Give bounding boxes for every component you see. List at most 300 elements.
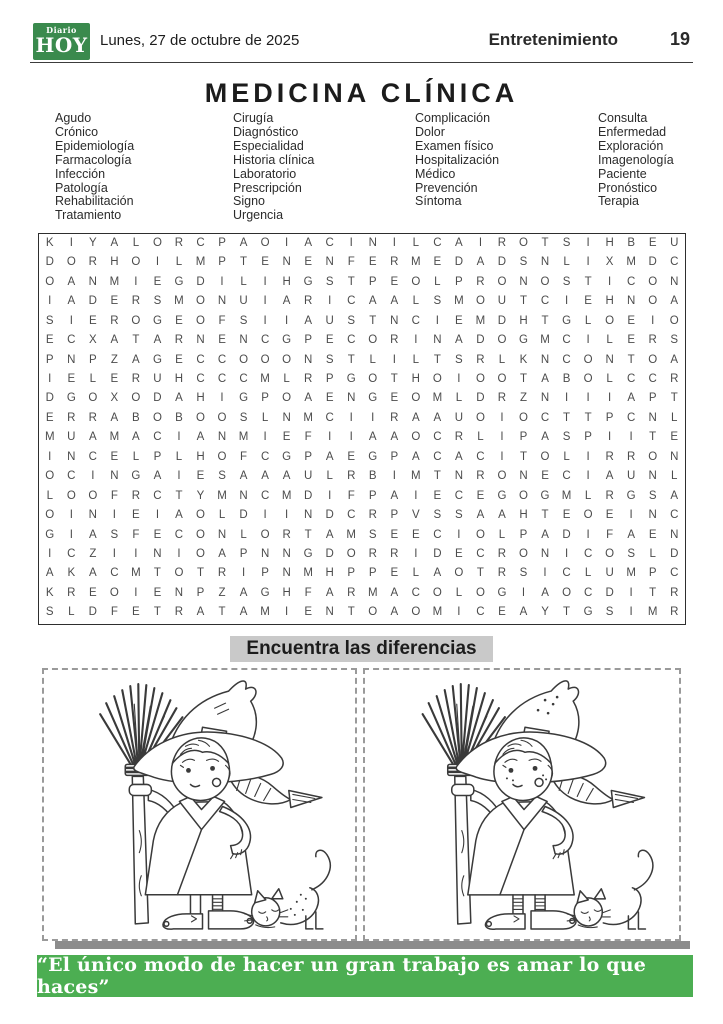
grid-letter: T — [541, 236, 549, 249]
word-item: Pronóstico — [598, 180, 658, 195]
grid-letter: O — [475, 411, 485, 424]
grid-letter: T — [670, 392, 678, 405]
grid-letter: E — [627, 314, 635, 327]
word-item: Examen físico — [415, 138, 494, 153]
grid-letter: L — [584, 489, 592, 502]
grid-letter: O — [131, 256, 141, 269]
grid-letter: C — [196, 236, 205, 249]
grid-letter: I — [112, 509, 116, 522]
grid-letter: O — [583, 509, 593, 522]
grid-letter: C — [648, 373, 657, 386]
grid-letter: U — [454, 411, 464, 424]
grid-letter: O — [475, 528, 485, 541]
grid-letter: P — [648, 392, 657, 405]
quote-banner — [37, 955, 693, 997]
grid-letter: L — [261, 411, 269, 424]
word-item: Médico — [415, 166, 456, 181]
grid-letter: G — [626, 489, 636, 502]
grid-letter: E — [325, 334, 334, 347]
grid-letter: D — [45, 392, 54, 405]
grid-letter: N — [282, 567, 291, 580]
grid-letter: R — [670, 586, 679, 599]
grid-letter: E — [347, 450, 356, 463]
grid-letter: E — [132, 509, 140, 522]
grid-letter: D — [325, 547, 334, 560]
grid-letter: O — [45, 470, 55, 483]
grid-letter: C — [260, 450, 270, 463]
grid-letter: Z — [519, 392, 527, 405]
grid-letter: T — [541, 314, 549, 327]
grid-letter: R — [347, 470, 356, 483]
grid-letter: O — [66, 256, 76, 269]
grid-letter: G — [131, 470, 141, 483]
grid-letter: P — [347, 567, 356, 580]
grid-letter: M — [411, 256, 421, 269]
word-item: Tratamiento — [55, 208, 122, 223]
grid-letter: M — [131, 567, 141, 580]
grid-letter: S — [605, 606, 614, 619]
logo-top-text: Diario — [46, 25, 77, 35]
grid-letter: A — [455, 450, 463, 463]
grid-letter: A — [390, 295, 399, 308]
grid-letter: L — [175, 450, 183, 463]
grid-letter: C — [476, 547, 485, 560]
grid-letter: S — [45, 606, 54, 619]
grid-letter: I — [285, 606, 289, 619]
grid-letter: F — [110, 489, 118, 502]
grid-letter: E — [648, 236, 657, 249]
grid-letter: Z — [218, 586, 226, 599]
grid-letter: N — [648, 509, 657, 522]
grid-letter: D — [497, 314, 507, 327]
grid-letter: S — [368, 528, 377, 541]
grid-letter: M — [195, 256, 206, 269]
grid-letter: R — [217, 567, 227, 580]
grid-letter: C — [239, 373, 248, 386]
word-item: Signo — [233, 194, 265, 209]
grid-letter: M — [432, 606, 443, 619]
grid-letter: A — [411, 411, 420, 424]
grid-letter: E — [153, 586, 162, 599]
grid-letter: A — [110, 411, 119, 424]
grid-letter: O — [605, 314, 615, 327]
grid-letter: I — [500, 431, 504, 444]
grid-letter: D — [670, 547, 679, 560]
grid-letter: C — [174, 528, 184, 541]
grid-letter: N — [670, 275, 679, 288]
grid-letter: T — [153, 567, 161, 580]
word-item: Urgencia — [233, 208, 284, 223]
grid-letter: A — [476, 509, 485, 522]
grid-letter: N — [648, 470, 657, 483]
grid-letter: I — [586, 256, 590, 269]
grid-letter: M — [109, 275, 120, 288]
grid-letter: D — [88, 295, 97, 308]
grid-letter: O — [196, 314, 205, 327]
grid-letter: O — [196, 528, 205, 541]
grid-letter: I — [651, 314, 655, 327]
grid-letter: A — [390, 586, 399, 599]
grid-letter: A — [261, 470, 269, 483]
grid-letter: P — [455, 275, 463, 288]
grid-letter: Z — [89, 547, 97, 560]
grid-letter: N — [433, 334, 442, 347]
grid-letter: U — [497, 295, 507, 308]
grid-letter: I — [285, 314, 289, 327]
cat-ear-left — [577, 891, 588, 903]
grid-letter: O — [648, 275, 658, 288]
grid-letter: P — [325, 373, 334, 386]
grid-letter: R — [497, 236, 507, 249]
grid-letter: B — [368, 470, 377, 483]
grid-letter: M — [109, 431, 120, 444]
grid-letter: D — [45, 256, 54, 269]
grid-letter: R — [131, 373, 141, 386]
grid-letter: L — [455, 392, 463, 405]
grid-letter: R — [67, 586, 76, 599]
grid-letter: H — [110, 256, 119, 269]
bottom-divider-bar — [55, 941, 690, 949]
grid-letter: H — [519, 509, 528, 522]
grid-letter: N — [304, 509, 313, 522]
grid-letter: A — [368, 295, 377, 308]
grid-letter: E — [648, 528, 657, 541]
grid-letter: F — [347, 489, 355, 502]
grid-letter: A — [175, 392, 183, 405]
grid-letter: M — [647, 606, 658, 619]
grid-letter: C — [67, 470, 76, 483]
grid-letter: A — [304, 236, 312, 249]
grid-letter: O — [260, 353, 270, 366]
word-item: Terapia — [598, 194, 639, 209]
grid-letter: C — [670, 567, 679, 580]
grid-letter: P — [368, 275, 377, 288]
grid-letter: A — [498, 509, 506, 522]
grid-letter: H — [196, 450, 205, 463]
grid-letter: L — [412, 353, 420, 366]
grid-letter: I — [629, 586, 633, 599]
grid-letter: U — [670, 236, 679, 249]
grid-letter: C — [110, 567, 119, 580]
grid-letter: I — [414, 489, 418, 502]
word-list — [30, 112, 693, 223]
word-item: Enfermedad — [598, 124, 667, 139]
witch-eye-left — [186, 768, 191, 773]
grid-letter: F — [132, 528, 140, 541]
grid-letter: T — [563, 411, 571, 424]
grid-letter: N — [325, 606, 334, 619]
grid-letter: O — [109, 586, 119, 599]
grid-letter: I — [586, 392, 590, 405]
grid-letter: S — [455, 353, 463, 366]
grid-letter: I — [586, 236, 590, 249]
grid-letter: T — [476, 567, 484, 580]
grid-letter: K — [67, 567, 76, 580]
grid-letter: P — [88, 353, 97, 366]
grid-letter: O — [583, 373, 593, 386]
grid-letter: O — [152, 411, 162, 424]
grid-letter: L — [434, 275, 441, 288]
grid-letter: C — [476, 450, 485, 463]
grid-letter: S — [562, 236, 571, 249]
grid-letter: U — [304, 470, 313, 483]
grid-letter: L — [89, 373, 97, 386]
grid-letter: I — [263, 295, 267, 308]
grid-letter: X — [605, 256, 614, 269]
grid-letter: R — [605, 450, 614, 463]
grid-letter: P — [304, 334, 312, 347]
word-item: Prescripción — [233, 180, 302, 195]
grid-letter: U — [325, 314, 334, 327]
grid-letter: C — [347, 509, 356, 522]
grid-letter: N — [217, 431, 227, 444]
grid-letter: N — [627, 295, 636, 308]
grid-letter: P — [390, 450, 399, 463]
grid-letter: N — [368, 236, 377, 249]
grid-letter: S — [110, 528, 119, 541]
grid-letter: T — [519, 450, 527, 463]
word-item: Patología — [55, 180, 108, 195]
grid-letter: A — [541, 431, 549, 444]
cat-tail — [312, 850, 330, 889]
grid-letter: K — [45, 586, 54, 599]
grid-letter: C — [196, 353, 205, 366]
grid-letter: I — [564, 547, 569, 560]
grid-letter: R — [476, 353, 485, 366]
witch-hand-left — [129, 784, 151, 795]
grid-letter: O — [217, 450, 227, 463]
grid-letter: O — [196, 547, 205, 560]
grid-letter: O — [454, 567, 464, 580]
grid-letter: C — [411, 314, 420, 327]
grid-letter: N — [174, 586, 184, 599]
grid-letter: I — [629, 431, 633, 444]
grid-letter: T — [153, 606, 161, 619]
grid-letter: L — [283, 373, 290, 386]
grid-letter: T — [196, 567, 204, 580]
grid-letter: C — [67, 547, 76, 560]
grid-letter: O — [497, 275, 507, 288]
witch-eye-right — [533, 766, 538, 771]
grid-letter: R — [476, 275, 485, 288]
grid-letter: O — [475, 373, 485, 386]
grid-letter: I — [48, 295, 52, 308]
grid-letter: M — [281, 489, 292, 502]
grid-letter: M — [454, 295, 464, 308]
grid-letter: I — [241, 567, 246, 580]
grid-letter: O — [282, 392, 292, 405]
grid-letter: O — [411, 606, 421, 619]
grid-letter: M — [540, 334, 550, 347]
grid-letter: G — [368, 392, 378, 405]
grid-letter: I — [371, 411, 375, 424]
grid-letter: O — [519, 236, 528, 249]
grid-letter: E — [153, 275, 162, 288]
grid-letter: G — [282, 334, 292, 347]
grid-letter: R — [304, 295, 313, 308]
grid-letter: E — [390, 567, 399, 580]
grid-letter: I — [134, 586, 138, 599]
grid-letter: C — [88, 450, 97, 463]
grid-letter: A — [433, 567, 442, 580]
grid-letter: M — [432, 392, 443, 405]
grid-letter: L — [240, 528, 247, 541]
grid-letter: O — [131, 314, 141, 327]
grid-letter: E — [368, 256, 377, 269]
grid-letter: M — [303, 567, 313, 580]
grid-letter: N — [260, 547, 270, 560]
grid-letter: N — [196, 334, 205, 347]
grid-letter: F — [110, 606, 118, 619]
grid-letter: I — [629, 606, 633, 619]
grid-letter: A — [218, 547, 226, 560]
grid-letter: I — [500, 411, 504, 424]
grid-letter: I — [177, 431, 181, 444]
grid-letter: S — [239, 411, 248, 424]
grid-letter: A — [282, 470, 291, 483]
grid-letter: C — [454, 489, 464, 502]
grid-letter: L — [68, 606, 75, 619]
grid-letter: I — [349, 236, 353, 249]
grid-letter: R — [670, 373, 679, 386]
cat-body — [603, 888, 641, 925]
grid-letter: U — [153, 373, 162, 386]
grid-letter: E — [390, 275, 399, 288]
grid-letter: E — [627, 334, 635, 347]
grid-letter: S — [347, 314, 356, 327]
grid-letter: A — [519, 606, 528, 619]
grid-letter: A — [605, 470, 614, 483]
grid-letter: F — [606, 528, 614, 541]
grid-letter: T — [433, 470, 441, 483]
grid-letter: R — [88, 411, 97, 424]
grid-letter: I — [220, 392, 224, 405]
differences-title: Encuentra las diferencias — [230, 636, 492, 662]
grid-letter: N — [217, 528, 227, 541]
grid-letter: Y — [541, 606, 549, 619]
grid-letter: M — [260, 606, 270, 619]
grid-letter: E — [110, 295, 119, 308]
grid-letter: L — [412, 236, 420, 249]
grid-letter: I — [478, 236, 483, 249]
grid-letter: R — [88, 256, 97, 269]
grid-letter: C — [347, 295, 356, 308]
grid-letter: C — [433, 450, 442, 463]
grid-letter: A — [390, 431, 399, 444]
grid-letter: L — [455, 586, 463, 599]
grid-letter: C — [433, 528, 442, 541]
grid-letter: M — [626, 567, 636, 580]
grid-letter: I — [629, 509, 633, 522]
grid-letter: A — [196, 431, 205, 444]
grid-letter: S — [433, 509, 442, 522]
grid-letter: T — [240, 256, 248, 269]
grid-letter: E — [390, 528, 399, 541]
grid-letter: I — [112, 547, 116, 560]
grid-letter: G — [239, 392, 249, 405]
grid-letter: V — [411, 509, 420, 522]
grid-letter: I — [134, 547, 138, 560]
grid-letter: R — [605, 489, 614, 502]
grid-letter: P — [584, 431, 592, 444]
word-item: Rehabilitación — [55, 194, 134, 209]
grid-letter: C — [562, 470, 571, 483]
grid-letter: E — [670, 431, 679, 444]
grid-letter: E — [110, 450, 119, 463]
grid-letter: R — [174, 606, 184, 619]
grid-letter: N — [605, 353, 614, 366]
word-item: Farmacología — [55, 152, 132, 167]
cat-ear-left — [255, 891, 266, 903]
grid-letter: D — [88, 606, 97, 619]
word-item: Exploración — [598, 138, 664, 153]
word-item: Historia clínica — [233, 152, 315, 167]
grid-letter: O — [497, 470, 507, 483]
grid-letter: C — [562, 567, 571, 580]
grid-letter: I — [48, 450, 52, 463]
grid-letter: N — [519, 275, 528, 288]
grid-letter: R — [627, 450, 636, 463]
grid-letter: O — [88, 489, 98, 502]
grid-letter: K — [519, 353, 528, 366]
grid-letter: O — [196, 509, 205, 522]
grid-letter: S — [325, 275, 334, 288]
grid-letter: O — [411, 392, 421, 405]
grid-letter: F — [304, 431, 312, 444]
grid-letter: C — [540, 411, 550, 424]
grid-letter: N — [282, 256, 291, 269]
grid-letter: S — [670, 334, 679, 347]
grid-letter: R — [454, 431, 464, 444]
braid-tassel — [289, 790, 322, 807]
grid-letter: A — [325, 528, 334, 541]
cat-ear-right — [594, 889, 605, 899]
grid-letter: A — [627, 392, 635, 405]
grid-letter: O — [497, 373, 507, 386]
grid-letter: Y — [196, 489, 205, 502]
grid-letter: N — [88, 275, 97, 288]
grid-letter: M — [626, 256, 636, 269]
grid-letter: I — [177, 547, 181, 560]
grid-letter: M — [260, 373, 270, 386]
grid-letter: A — [390, 489, 399, 502]
grid-letter: A — [476, 256, 485, 269]
puzzle-title: MEDICINA CLÍNICA — [204, 78, 519, 108]
grid-letter: M — [367, 586, 378, 599]
cat-body — [281, 888, 319, 925]
grid-letter: B — [175, 411, 183, 424]
cat-ear-right — [272, 889, 283, 899]
grid-letter: O — [45, 509, 55, 522]
grid-letter: I — [91, 470, 95, 483]
word-item: Hospitalización — [415, 152, 500, 167]
grid-letter: I — [220, 275, 224, 288]
grid-letter: O — [239, 353, 249, 366]
grid-letter: I — [586, 334, 590, 347]
grid-letter: D — [454, 256, 464, 269]
grid-letter: C — [67, 334, 76, 347]
grid-letter: O — [475, 586, 485, 599]
grid-letter: A — [67, 275, 76, 288]
grid-letter: I — [586, 528, 590, 541]
grid-letter: H — [325, 567, 334, 580]
grid-letter: Y — [88, 236, 97, 249]
grid-letter: N — [540, 256, 550, 269]
grid-letter: C — [476, 606, 485, 619]
differences-header — [0, 636, 723, 662]
grid-letter: P — [304, 450, 312, 463]
grid-letter: H — [411, 373, 420, 386]
